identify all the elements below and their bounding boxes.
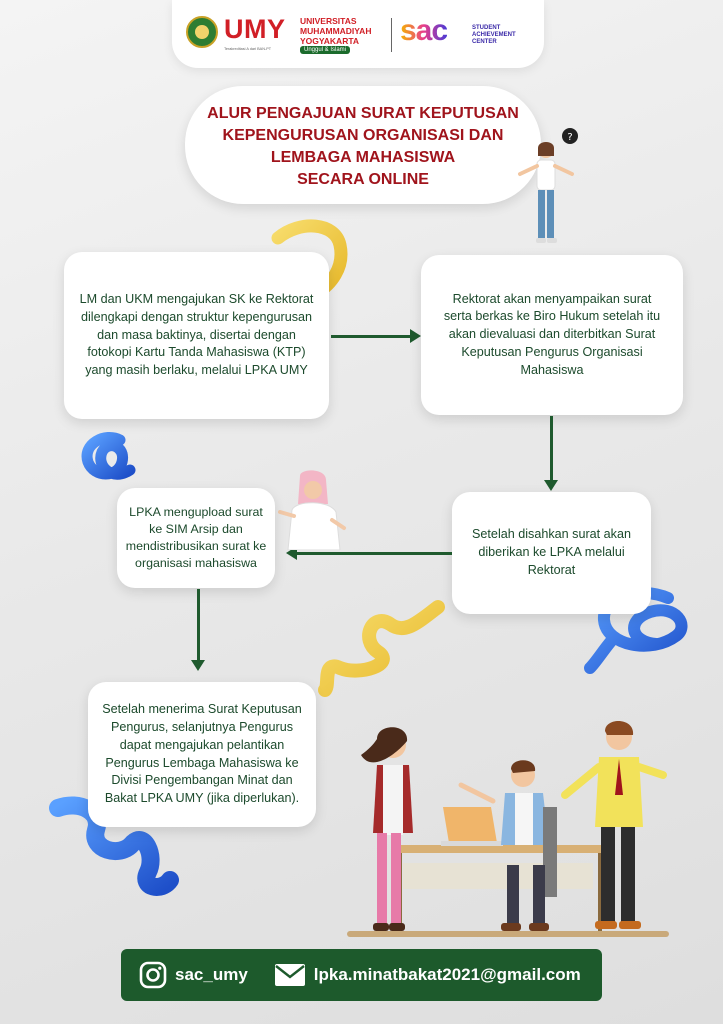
sac-logo-text: sac <box>400 14 448 47</box>
team-meeting-illustration <box>343 715 673 940</box>
arrow-head-down <box>544 480 558 491</box>
umy-tagline: Unggul & Islami <box>300 46 350 54</box>
arrow-step2-to-step3 <box>550 416 553 482</box>
umy-accreditation: Terakreditasi A dari BAN-PT <box>224 47 272 51</box>
arrow-step1-to-step2 <box>331 335 411 338</box>
arrow-step4-to-step5 <box>197 589 200 661</box>
step-1-text: LM dan UKM mengajukan SK ke Rektorat dilengkapi dengan struktur kepengurusan dan masa baktinya, disertai dengan fotokopi Kartu Tanda Mahasiswa (KTP) yang masih berlaku, melalui LPKA UMY <box>79 292 314 378</box>
arrow-head-down <box>191 660 205 671</box>
step-3-text: Setelah disahkan surat akan diberikan ke LPKA melalui Rektorat <box>472 527 631 577</box>
step-1-box <box>64 252 329 419</box>
step-2-box <box>421 255 683 415</box>
arrow-head-right <box>410 329 421 343</box>
instagram-handle[interactable]: sac_umy <box>175 965 248 984</box>
logo-divider <box>391 18 392 52</box>
step-5-box <box>88 682 316 827</box>
sac-full-name: STUDENT ACHIEVEMENT CENTER <box>472 25 516 45</box>
hijab-woman-illustration <box>278 470 348 550</box>
blue-squiggle-left <box>87 437 130 474</box>
mail-icon <box>274 963 306 987</box>
umy-full-name: UNIVERSITAS MUHAMMADIYAH YOGYAKARTA <box>300 16 372 46</box>
yellow-squiggle-middle <box>325 607 438 690</box>
step-5-text: Setelah menerima Surat Keputusan Pengurus, selanjutnya Pengurus dapat mengajukan pelantikan Pengurus Lembaga Mahasiswa ke Divisi Pengembangan Minat dan Bakat LPKA UMY (jika diperlukan). <box>102 702 302 806</box>
page-title: ALUR PENGAJUAN SURAT KEPUTUSAN KEPENGURUSAN ORGANISASI DAN LEMBAGA MAHASISWA SECARA ONLINE <box>207 105 519 188</box>
umy-logo-text: UMY <box>224 14 286 44</box>
step-3-box <box>452 492 651 614</box>
step-4-text: LPKA mengupload surat ke SIM Arsip dan mendistribusikan surat ke organisasi mahasiswa <box>125 505 267 570</box>
contact-email[interactable]: lpka.minatbakat2021@gmail.com <box>313 965 581 984</box>
title-pill <box>185 86 541 204</box>
arrow-step3-to-step4 <box>296 552 452 555</box>
step-4-box <box>117 488 275 588</box>
contact-footer <box>121 949 602 1001</box>
svg-text:?: ? <box>567 132 573 143</box>
thinking-woman-illustration <box>512 128 592 258</box>
umy-seal-icon <box>186 16 218 48</box>
step-2-text: Rektorat akan menyampaikan surat serta berkas ke Biro Hukum setelah itu akan dievaluasi dan diterbitkan Surat Keputusan Pengurus Organisasi Mahasiswa <box>443 291 661 377</box>
instagram-icon <box>139 961 167 989</box>
